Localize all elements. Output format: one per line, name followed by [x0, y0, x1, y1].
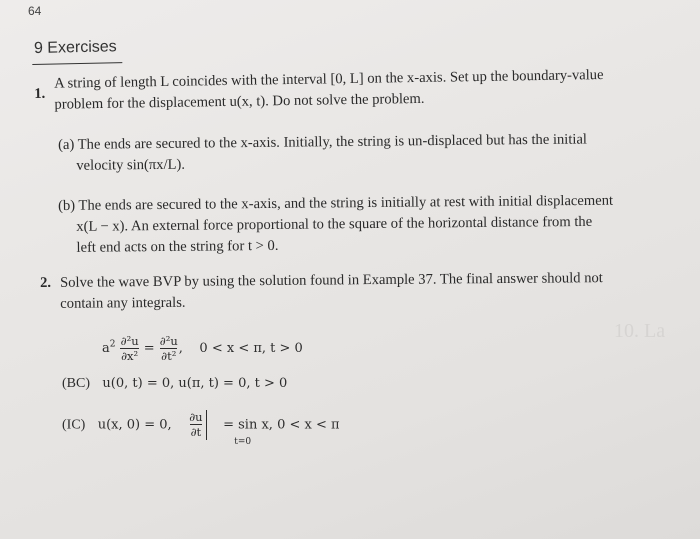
part-b-line-1: (b) The ends are secured to the x-axis, and the string is initially at rest with initial displacement — [58, 192, 614, 214]
exercise-1-line-2: problem for the displacement u(x, t). Do not solve the problem. — [54, 90, 425, 113]
pde-domain: 0 < x < π, t > 0 — [199, 341, 303, 356]
boundary-conditions — [62, 376, 287, 392]
bc-label: (BC) — [62, 376, 90, 391]
chapter-heading — [34, 38, 117, 58]
pde-rhs-numerator: ∂²u — [159, 334, 178, 348]
part-b-line-3: left end acts on the string for t > 0. — [76, 237, 279, 256]
pde-rhs-denominator: ∂t² — [161, 349, 177, 363]
ic-derivative-evaluation — [188, 410, 252, 447]
exercise-1-number: 1. — [34, 85, 46, 102]
ic-label: (IC) — [62, 417, 86, 433]
exercise-2-line-2: contain any integrals. — [60, 294, 186, 312]
pde-coef-exponent: 2 — [109, 339, 116, 350]
ic-part-2: = sin x, 0 < x < π — [223, 417, 340, 433]
bleed-through-text: 10. La — [614, 320, 666, 342]
pde-lhs-fraction — [120, 334, 140, 363]
exercise-1-line-1: A string of length L coincides with the interval [0, L] on the x-axis. Set up the boundary-value — [54, 67, 604, 92]
ic-derivative-denominator: ∂t — [190, 425, 202, 439]
bc-text: u(0, t) = 0, u(π, t) = 0, t > 0 — [102, 376, 288, 391]
heading-underline — [32, 62, 122, 65]
exercise-2-number: 2. — [40, 274, 52, 291]
pde-equals: = — [143, 341, 159, 356]
pde-lhs-numerator: ∂²u — [120, 334, 139, 348]
ic-derivative-numerator: ∂u — [189, 410, 203, 424]
ic-part-1: u(x, 0) = 0, — [97, 417, 172, 433]
part-a-line-1: (a) The ends are secured to the x-axis. Initially, the string is un-displaced but has the initial — [58, 131, 588, 153]
page-number: 64 — [28, 4, 42, 18]
pde-coefficient: a — [102, 341, 110, 356]
ic-derivative-fraction — [188, 410, 203, 439]
pde-lhs-denominator: ∂x² — [121, 349, 139, 363]
ic-derivative-subscript: t=0 — [234, 437, 252, 447]
part-a-line-2: velocity sin(πx/L). — [76, 156, 186, 174]
wave-equation — [102, 334, 303, 363]
pde-comma: , — [178, 341, 196, 356]
part-b-line-2: x(L − x). An external force proportional to the square of the horizontal distance from the — [76, 213, 593, 235]
exercise-2-line-1: Solve the wave BVP by using the solution found in Example 37. The final answer should not — [60, 270, 603, 291]
chapter-heading-text: 9 Exercises — [33, 38, 117, 57]
pde-rhs-fraction — [159, 334, 179, 363]
initial-conditions — [62, 410, 340, 447]
